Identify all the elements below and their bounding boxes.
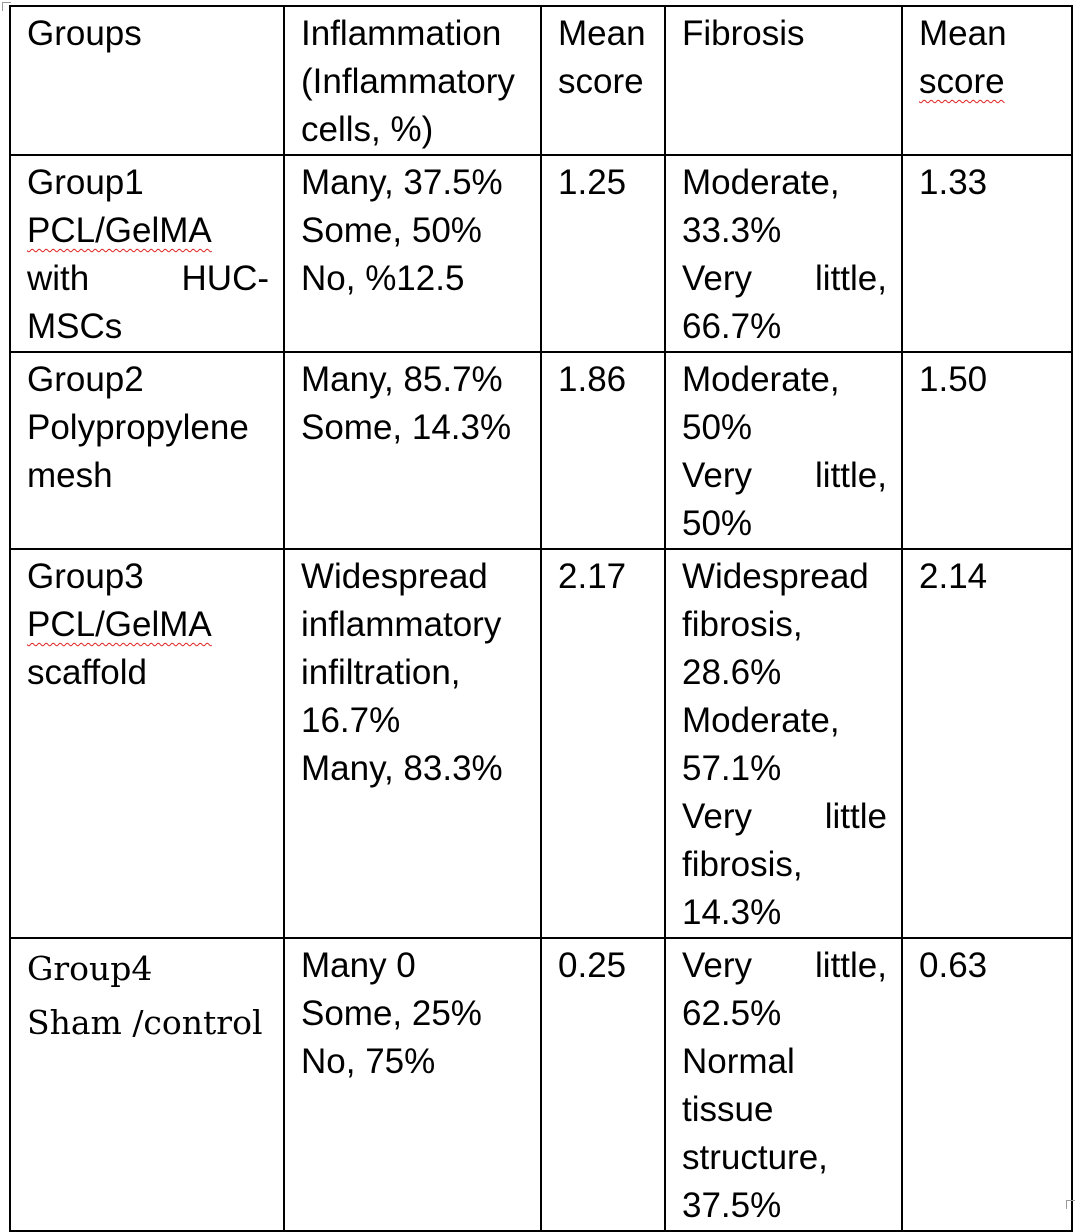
inflammation-cell: Many, 85.7% Some, 14.3% xyxy=(284,352,541,549)
header-inflammation-mean-score: Mean score xyxy=(541,6,665,155)
group-cell: Group3 PCL/GelMA scaffold xyxy=(10,549,284,938)
fibrosis-score-cell: 1.33 xyxy=(902,155,1072,352)
page-corner-mark-bottom xyxy=(1066,1200,1075,1209)
fibrosis-score-cell: 2.14 xyxy=(902,549,1072,938)
group-cell: Group1 PCL/GelMA with HUC- MSCs xyxy=(10,155,284,352)
inflammation-score-cell: 1.86 xyxy=(541,352,665,549)
inflammation-score-cell: 2.17 xyxy=(541,549,665,938)
table-row xyxy=(10,938,1072,1231)
fibrosis-score-cell: 1.50 xyxy=(902,352,1072,549)
table-row xyxy=(10,155,1072,352)
fibrosis-score-cell: 0.63 xyxy=(902,938,1072,1231)
fibrosis-cell: Moderate, 33.3% Very little, 66.7% xyxy=(665,155,902,352)
group-cell: Group4 Sham /control xyxy=(10,938,284,1231)
fibrosis-cell: Moderate, 50% Very little, 50% xyxy=(665,352,902,549)
header-row xyxy=(10,6,1072,155)
inflammation-score-cell: 0.25 xyxy=(541,938,665,1231)
inflammation-cell: Many, 37.5% Some, 50% No, %12.5 xyxy=(284,155,541,352)
text-cursor-mark xyxy=(1071,343,1073,385)
table-row xyxy=(10,549,1072,938)
inflammation-cell: Widespread inflammatory infiltration, 16.7% Many, 83.3% xyxy=(284,549,541,938)
fibrosis-cell: Very little, 62.5% Normal tissue structure, 37.5% xyxy=(665,938,902,1231)
results-table xyxy=(9,5,1073,1232)
inflammation-cell: Many 0 Some, 25% No, 75% xyxy=(284,938,541,1231)
table-row xyxy=(10,352,1072,549)
group-cell: Group2 Polypropylene mesh xyxy=(10,352,284,549)
header-inflammation: Inflammation (Inflammatory cells, %) xyxy=(284,6,541,155)
inflammation-score-cell: 1.25 xyxy=(541,155,665,352)
header-groups: Groups xyxy=(10,6,284,155)
header-fibrosis-mean-score: Mean score xyxy=(902,6,1072,155)
fibrosis-cell: Widespread fibrosis, 28.6% Moderate, 57.1% Very little fibrosis, 14.3% xyxy=(665,549,902,938)
header-fibrosis: Fibrosis xyxy=(665,6,902,155)
